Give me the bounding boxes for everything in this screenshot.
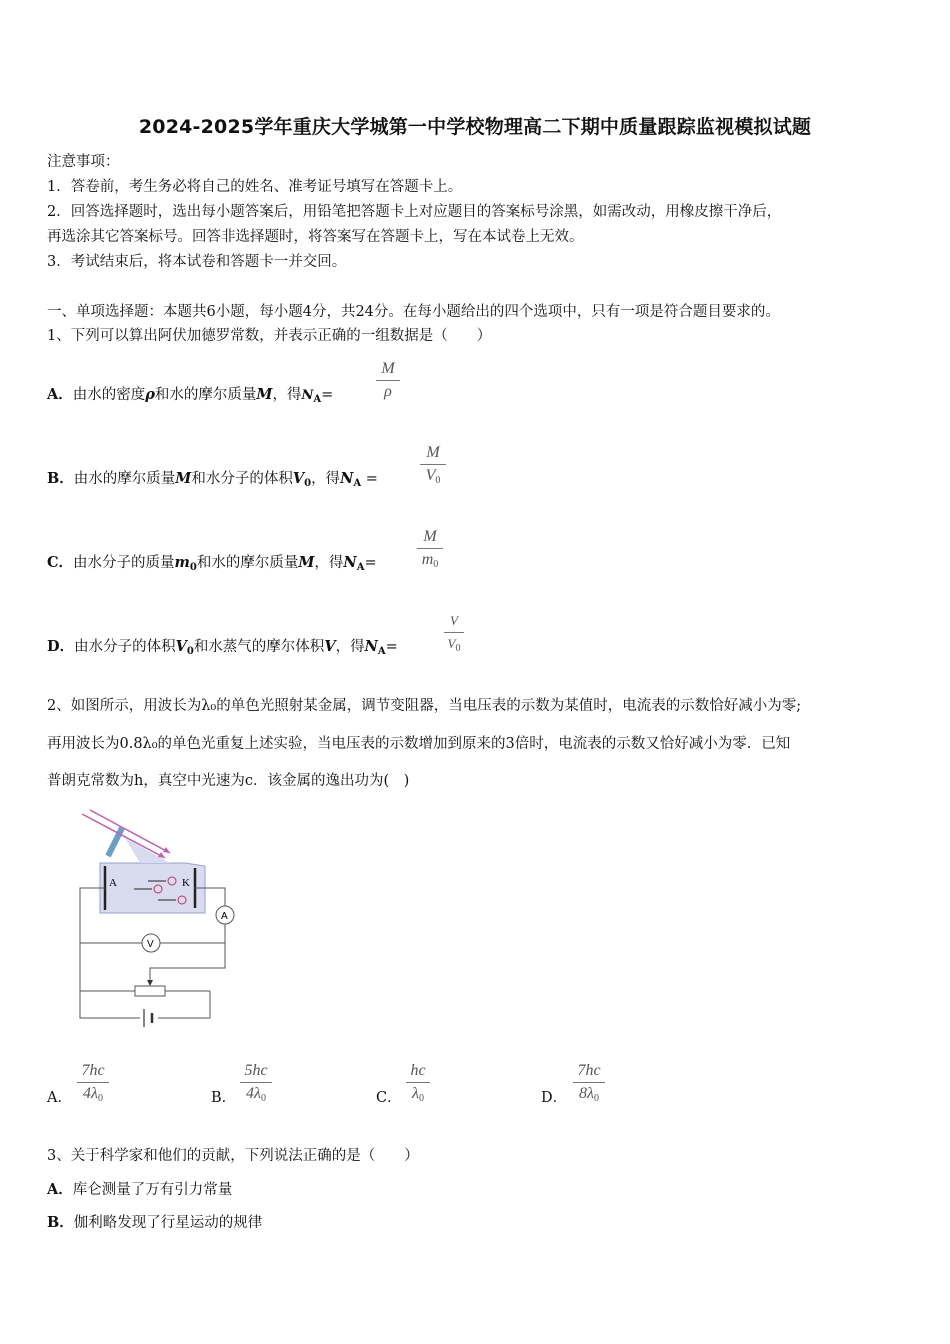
numerator: M: [423, 528, 437, 545]
option-text: ，得: [314, 555, 344, 571]
q2-line-1: 2、如图所示，用波长为λ₀的单色光照射某金属，调节变阻器，当电压表的示数为某值时，电流表的示数恰好减小为零;: [47, 698, 802, 714]
wire: [158, 991, 210, 1018]
var: N: [343, 554, 357, 571]
numerator: 5hc: [244, 1062, 268, 1079]
option-text: 库仑测量了万有引力常量: [72, 1182, 233, 1198]
slider-arrow-icon: [147, 980, 153, 986]
var: M: [175, 470, 192, 487]
var: ρ: [145, 386, 155, 403]
sub: A: [353, 478, 362, 489]
sub: 0: [260, 1093, 266, 1104]
fraction-bar: [77, 1082, 109, 1083]
cathode-label: K: [182, 877, 190, 889]
q3-option-a: [47, 1180, 232, 1200]
denominator: 4λ: [246, 1085, 261, 1102]
fraction-bar: [444, 632, 464, 633]
option-text: ，得: [272, 387, 302, 403]
photoelectric-circuit-diagram: [70, 808, 250, 1043]
q2-option-d-label: D．: [541, 1090, 568, 1106]
q2-b-fraction: [240, 1062, 272, 1108]
numerator: 7hc: [577, 1062, 601, 1079]
q2-a-fraction: [77, 1062, 109, 1108]
var: m: [174, 554, 190, 571]
option-text: 和水的摩尔质量: [196, 555, 299, 571]
light-ray: [82, 814, 165, 858]
fraction-bar: [417, 548, 443, 549]
sub: 0: [433, 559, 439, 570]
q1-a-fraction: [376, 360, 400, 401]
var: V: [324, 638, 336, 655]
option-label: B．: [47, 1214, 74, 1231]
option-label: B．: [47, 470, 74, 487]
equals: =: [361, 471, 378, 487]
q1-d-fraction: [444, 612, 464, 658]
q2-line-2: 再用波长为0.8λ₀的单色光重复上述实验，当电压表的示数增加到原来的3倍时，电流表的示数又恰好减小为零．已知: [47, 736, 791, 752]
rheostat-icon: [135, 986, 165, 996]
q2-option-a-label: A．: [47, 1090, 72, 1106]
q2-d-fraction: [573, 1062, 605, 1108]
section-heading: 一、单项选择题：本题共6小题，每小题4分，共24分。在每小题给出的四个选项中，只有一项是符合题目要求的。: [47, 304, 780, 320]
sub: 0: [435, 475, 441, 486]
notice-item-3: 3．考试结束后，将本试卷和答题卡一并交回。: [47, 254, 347, 270]
wire: [150, 924, 225, 981]
sub: A: [356, 562, 365, 573]
option-text: 和水蒸气的摩尔体积: [193, 639, 325, 655]
var: V: [175, 638, 187, 655]
var: N: [340, 470, 354, 487]
var: M: [298, 554, 315, 571]
sub: 0: [97, 1093, 103, 1104]
numerator: hc: [410, 1062, 426, 1079]
fraction-bar: [376, 380, 400, 381]
notice-item-2-cont: 再选涂其它答案标号。回答非选择题时，将答案写在答题卡上，写在本试卷上无效。: [47, 229, 584, 245]
sub: A: [313, 394, 322, 405]
q2-line-3: 普朗克常数为h，真空中光速为c．该金属的逸出功为( ): [47, 773, 410, 789]
option-text: ，得: [311, 471, 341, 487]
q1-c-fraction: [417, 528, 443, 574]
fraction-bar: [420, 464, 446, 465]
q2-option-c-label: C．: [376, 1090, 402, 1106]
denominator: λ: [412, 1085, 419, 1102]
sub: 0: [418, 1093, 424, 1104]
fraction-bar: [573, 1082, 605, 1083]
q2-option-b-label: B．: [211, 1090, 237, 1106]
denominator: V: [447, 636, 456, 651]
equals: =: [364, 555, 377, 571]
option-text: 由水的密度: [72, 387, 146, 403]
notice-heading: 注意事项：: [47, 154, 120, 170]
numerator: M: [426, 444, 440, 461]
option-text: 和水的摩尔质量: [154, 387, 257, 403]
page-title: 2024-2025学年重庆大学城第一中学校物理高二下期中质量跟踪监视模拟试题: [138, 116, 812, 138]
var: N: [364, 638, 378, 655]
option-label: D．: [47, 638, 75, 655]
var: M: [256, 386, 273, 403]
q1-option-c: [47, 553, 377, 578]
q2-c-fraction: [406, 1062, 430, 1108]
sub: 0: [455, 643, 461, 654]
var: V: [292, 470, 305, 487]
notice-item-1: 1．答卷前，考生务必将自己的姓名、准考证号填写在答题卡上。: [47, 179, 463, 195]
notice-item-2: 2．回答选择题时，选出每小题答案后，用铅笔把答题卡上对应题目的答案标号涂黑，如需改动，用橡皮擦干净后，: [47, 204, 782, 220]
sub: 0: [189, 562, 197, 573]
equals: =: [321, 387, 334, 403]
q1-stem: 1、下列可以算出阿伏加德罗常数，并表示正确的一组数据是（ ）: [47, 328, 492, 344]
option-label: A．: [47, 1181, 73, 1198]
numerator: M: [381, 360, 395, 377]
sub: A: [377, 646, 386, 657]
anode-label: A: [109, 877, 117, 889]
voltmeter-label: V: [147, 939, 154, 950]
option-label: C．: [47, 554, 74, 571]
sub: 0: [304, 478, 312, 489]
q1-option-b: [47, 469, 378, 494]
option-label: A．: [47, 386, 73, 403]
fraction-bar: [406, 1082, 430, 1083]
light-ray: [90, 810, 170, 853]
numerator: 7hc: [81, 1062, 105, 1079]
denominator: m: [421, 551, 434, 568]
option-text: 由水分子的质量: [73, 555, 175, 571]
q1-b-fraction: [420, 444, 446, 490]
denominator: ρ: [384, 383, 392, 400]
option-text: 由水分子的体积: [74, 639, 176, 655]
q3-stem: 3、关于科学家和他们的贡献，下列说法正确的是（ ）: [47, 1148, 419, 1164]
option-text: ，得: [335, 639, 365, 655]
ammeter-label: A: [221, 911, 228, 922]
q3-option-b: [47, 1213, 262, 1233]
option-text: 由水的摩尔质量: [73, 471, 176, 487]
sub: 0: [186, 646, 194, 657]
option-text: 伽利略发现了行星运动的规律: [73, 1215, 263, 1231]
fraction-bar: [240, 1082, 272, 1083]
option-text: 和水分子的体积: [191, 471, 293, 487]
denominator: 4λ: [83, 1085, 98, 1102]
sub: 0: [593, 1093, 599, 1104]
denominator: V: [425, 467, 436, 484]
q1-option-a: [47, 385, 333, 410]
q1-option-d: [47, 637, 398, 662]
denominator: 8λ: [579, 1085, 594, 1102]
numerator: V: [450, 613, 458, 628]
equals: =: [385, 639, 398, 655]
var: N: [301, 388, 314, 403]
